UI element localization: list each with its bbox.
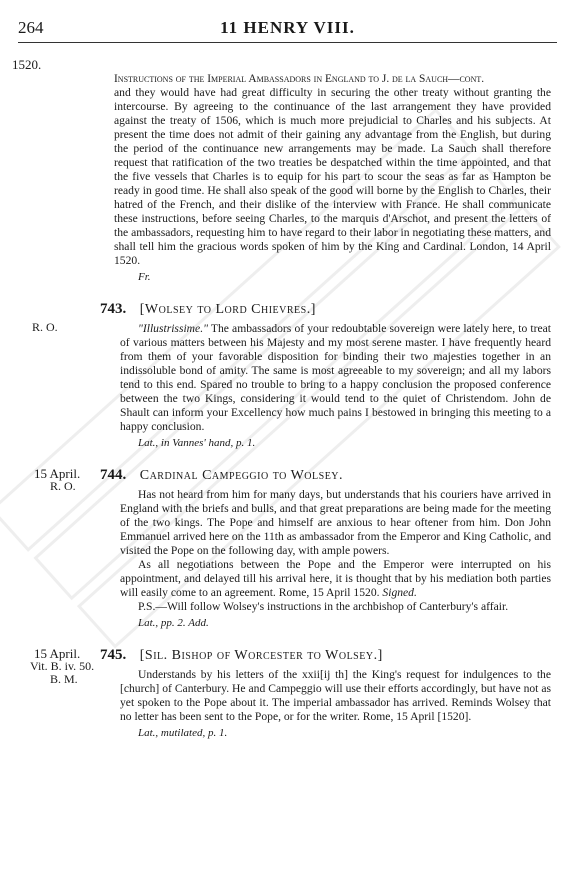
entry-date: 15 April. xyxy=(34,646,81,661)
entry-margin xyxy=(12,647,112,686)
entry-note: Lat., pp. 2. Add. xyxy=(138,617,209,629)
entry-742 xyxy=(12,58,551,283)
page-number: 264 xyxy=(18,18,44,37)
entry-postscript: P.S.—Will follow Wolsey's instructions in the archbishop of Canterbury's affair. xyxy=(138,600,509,613)
entry-note: Lat., in Vannes' hand, p. 1. xyxy=(138,437,256,449)
entry-year: 1520. xyxy=(12,57,42,72)
entry-743 xyxy=(12,301,551,449)
page-content xyxy=(12,58,551,739)
entry-signed: Signed. xyxy=(382,586,417,599)
entry-body: Understands by his letters of the xxii[ij th] the King's request for indulgences to the [church] of Canterbury. He and Campeggio will use their efforts accordingly, but have not as yet spoken to the Pope about it. The imperial ambassador has arrived. Reminds Wolsey that no letter has been sent to the Pope, or for the writer. Rome, 15 April [1520]. xyxy=(120,668,551,723)
entry-date: 15 April. xyxy=(34,466,81,481)
entry-margin xyxy=(12,467,112,493)
entry-745 xyxy=(12,647,551,739)
entry-number: 745. xyxy=(100,647,127,663)
entry-title-text: [Wolsey to Lord Chievres.] xyxy=(139,302,316,317)
entry-body-text: The ambassadors of your redoubtable sovereign were lately here, to treat of various matters between his Majesty and my most serene master. I have frequently heard from them of your favorable disposition for binding their two majesties together in an indissoluble bond of amity. The same is most agreeable to my sovereign; and all my labors tend to this end. Spared no trouble to bring to a happy conclusion the proposed conference between the two Kings, considering it would tend to the quiet of Christendom. John de Shault can inform your Excellency how much pains I bestowed in bringing this meeting to a happy conclusion. xyxy=(120,322,551,433)
entry-source: Vit. B. iv. 50. xyxy=(30,659,95,673)
entry-margin xyxy=(12,58,112,71)
entry-note: Fr. xyxy=(138,271,151,283)
entry-source: B. M. xyxy=(50,672,78,686)
entry-body: and they would have had great difficulty in securing the other treaty without granting the intercourse. By agreeing to the continuance of the last arrangement they have provided against the treaty of 1506, which is much more prejudicial to Charles and his subjects. At present the time does not admit of their gaining any advantage from the English, but during the period of the continuance new arrangements may be made. La Sauch shall therefore request that ratification of the two treaties be despatched within the time appointed, and that the five vessels that Charles is to equip for his part to scour the seas as far as Hampton be ready in good time. He shall also speak of the good will borne by the English to Charles, their hatred of the French, and their dislike of the interview with France. He shall communicate these instructions, before seeing Charles, to the marquis d'Arschot, and present the letters of the ambassadors, requesting him to have regard to their labor in negotiating these matters, and shall tell him the gracious words spoken of him by the King and Cardinal. London, 14 April 1520. xyxy=(114,86,551,267)
entry-margin xyxy=(12,301,112,334)
entry-source: R. O. xyxy=(32,320,58,334)
running-title: 11 HENRY VIII. xyxy=(220,18,355,37)
entry-heading: Instructions of the Imperial Ambassadors in England to J. de la Sauch—cont. xyxy=(114,73,485,85)
entry-number: 744. xyxy=(100,467,127,483)
entry-body xyxy=(120,322,551,434)
entry-title xyxy=(100,467,551,484)
entry-title xyxy=(100,301,551,318)
entry-title-text: [Sil. Bishop of Worcester to Wolsey.] xyxy=(139,648,383,663)
entry-paragraph-text: As all negotiations between the Pope and the Emperor were interrupted on his appointment, and delayed till his arrival here, it is thought that by his mediation both parties will easily come to an agreement. Rome, 15 April 1520. xyxy=(120,558,551,599)
entry-744 xyxy=(12,467,551,629)
entry-body-lead: "Illustrissime." xyxy=(138,322,208,335)
entry-source: R. O. xyxy=(50,479,76,493)
entry-title xyxy=(100,647,551,664)
entry-title-text: Cardinal Campeggio to Wolsey. xyxy=(139,468,344,483)
page-header xyxy=(18,16,557,43)
entry-note: Lat., mutilated, p. 1. xyxy=(138,727,228,739)
entry-paragraph: Has not heard from him for many days, but understands that his couriers have arrived in England with the briefs and bulls, and that great preparations are being made for the meeting of the two kings. The Pope and himself are anxious to hear oftener from him. Don John Emmanuel arrived here on the 11th as ambassador from the Emperor and King Catholic, and visited the Pope on the following day, with ample powers. xyxy=(120,488,551,557)
entry-number: 743. xyxy=(100,301,127,317)
entry-paragraph xyxy=(120,558,551,600)
